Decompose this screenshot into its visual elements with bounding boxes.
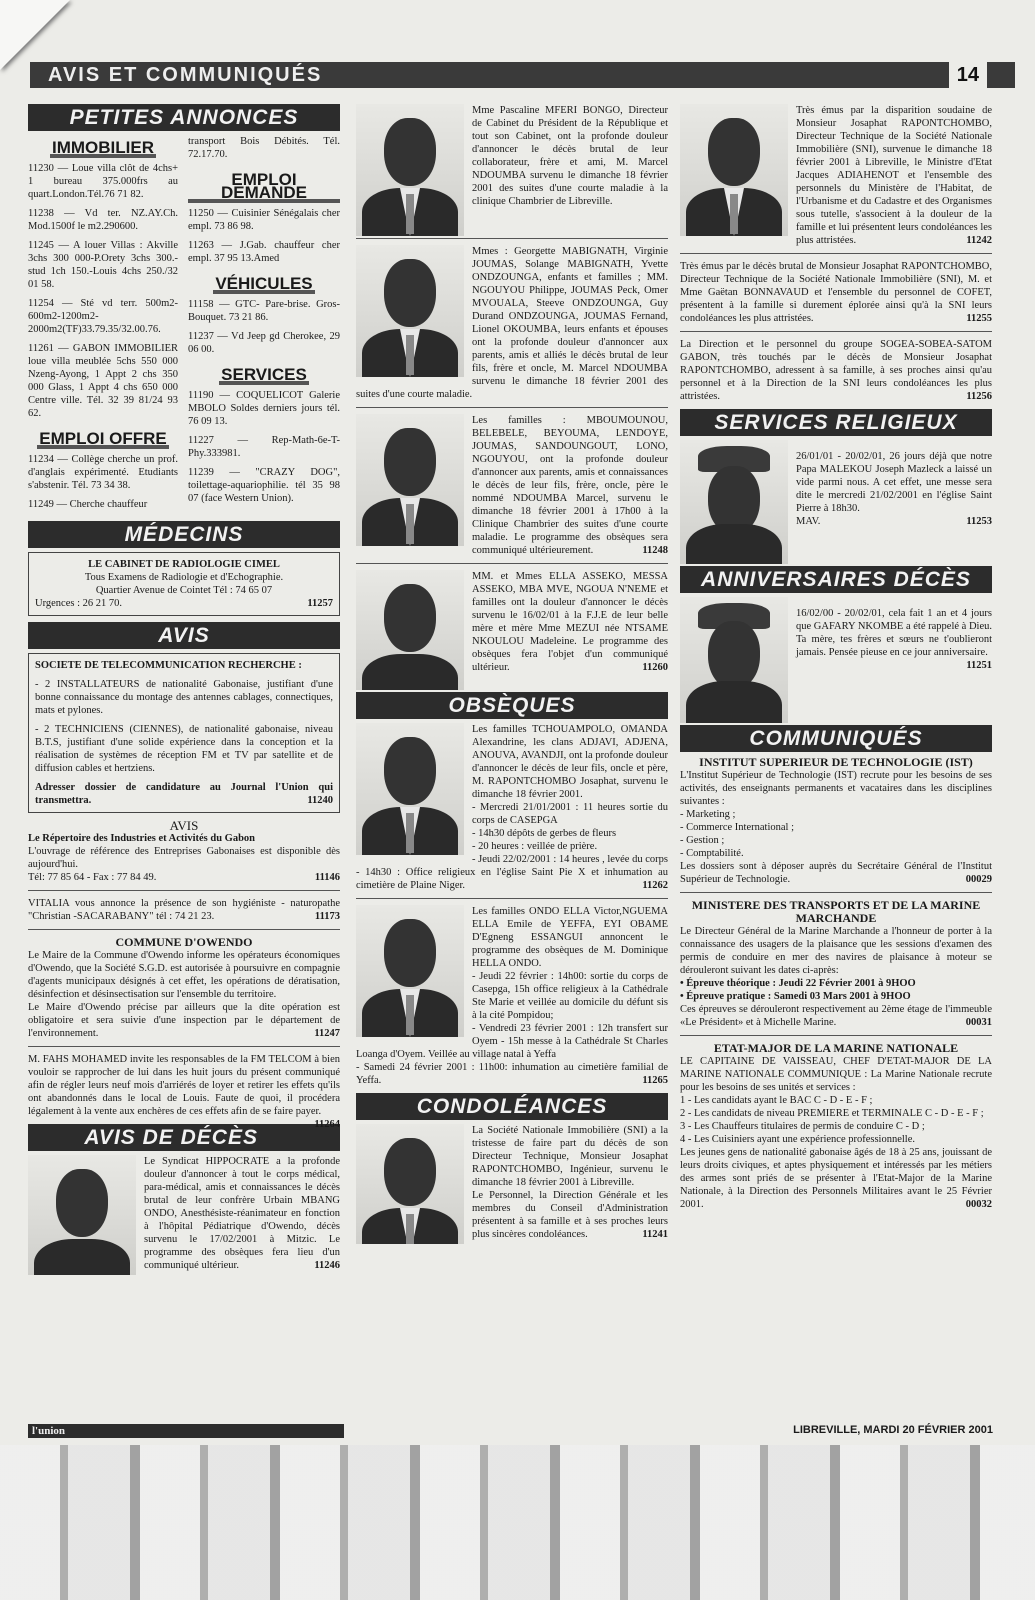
page-number: 14: [949, 62, 987, 88]
repertoire-title: Le Répertoire des Industries et Activités du Gabon: [28, 833, 256, 844]
portrait-photo: [356, 570, 464, 690]
portrait-photo: [356, 104, 464, 236]
portrait-photo: [680, 104, 788, 236]
heading-avis-de-deces: AVIS DE DÉCÈS: [28, 1124, 340, 1151]
death-notice: Les familles : MBOUMOUNOU, BELEBELE, BEYOUMA, LENDOYE, JOUMAS, SANDOUNGOUT, LONO, NGOUYOU, ont la profonde douleur d'annoncer aux parents, amis et connaissances le décès de leur fils, frère, oncle, père le nommé NDOUMBA Marcel, survenu le dimanche 18 février 2001 à 17h00 à la Clinique Chambrier des suites d'une courte maladie. Le programme des obsèques sera communiqué ultérieurement.: [472, 415, 668, 556]
avis-subtitle: AVIS: [169, 818, 199, 833]
marine-list-item: 3 - Les Chauffeurs titulaires de permis de conduire C - D ;: [680, 1121, 925, 1132]
classified-item: 11250 — Cuisinier Sénégalais cher empl. 73 86 98.: [188, 208, 340, 232]
classified-item: 11230 — Loue villa clôt de 4chs+ 1 bureau 375.000frs au quart.London.Tél.76 71 82.: [28, 163, 178, 200]
repertoire-text: L'ouvrage de référence des Entreprises Gabonaises est disponible dès aujourd'hui.: [28, 846, 340, 870]
heading-emploi-demande: EMPLOI DEMANDE: [188, 173, 340, 203]
service-notice: 26/01/01 - 20/02/01, 26 jours déjà que notre Papa MALEKOU Joseph Mazleck a laissé un vide parmi nous. A cet effet, une messe sera dite le mercredi 21/02/2001 en l'église Saint Pierre à 18h30.: [796, 451, 992, 514]
service-signature: MAV.: [796, 516, 821, 527]
column-1: [28, 100, 340, 1278]
page-footer: [28, 1424, 993, 1440]
classifieds-right: [188, 135, 340, 511]
cimel-urgences: Urgences : 26 21 70.: [35, 598, 122, 609]
classified-item: 11190 — COQUELICOT Galerie MBOLO Soldes derniers jours tél. 76 09 13.: [188, 390, 340, 427]
transport-bullet: • Épreuve pratique : Samedi 03 Mars 2001 à 9HOO: [680, 991, 911, 1002]
obseques-notice: Les familles ONDO ELLA Victor,NGUEMA ELLA Emile de YEFFA, EYI OBAME D'Egneng ESSANGUI annoncent le programme des obsèques de M. Dominique HELLA ONDO.: [472, 906, 668, 969]
obseques-line: - 14h30 : Office religieux en l'église Saint Pie X et inhumation au cimetière de Plaine Niger.: [356, 867, 668, 891]
heading-medecins: MÉDECINS: [28, 521, 340, 548]
fahs-notice: M. FAHS MOHAMED invite les responsables de la FM TELCOM à bien vouloir se rapprocher de lui dans les huit jours du présent communiqué afin de régler leurs neuf mois d'arriérés de loyer et retirer les effets qu'ils ont abandonnés dans le local de Louis. Faute de quoi, il procédera légalement à la vente aux enchères de ces effets afin de se faire payer.: [28, 1054, 340, 1117]
obseques-notice: Les familles TCHOUAMPOLO, OMANDA Alexandrine, les clans ADJAVI, ADJENA, ANOUVA, AVANDJI, ont la profonde douleur d'annoncer le décès de leur fils, oncle et père, M. RAPONTCHOMBO Josaphat, survenu le dimanche 18 février 2001.: [472, 724, 668, 800]
ref-number: 11241: [642, 1229, 668, 1240]
obseques-line: - 14h30 dépôts de gerbes de fleurs: [472, 828, 617, 839]
classified-item: 11254 — Sté vd terr. 500m2-600m2-1200m2-2000m2(TF)33.79.35/32.00.76.: [28, 298, 178, 335]
marine-list-item: 1 - Les candidats ayant le BAC C - D - E - F ;: [680, 1095, 873, 1106]
portrait-photo: [356, 905, 464, 1037]
obseques-line: - Mercredi 21/01/2001 : 11 heures sortie du corps de CASEPGA: [472, 802, 668, 826]
heading-petites-annonces: PETITES ANNONCES: [28, 104, 340, 131]
heading-communiques: COMMUNIQUÉS: [680, 725, 992, 752]
vitalia-ad: VITALIA vous annonce la présence de son hygiéniste - naturopathe "Christian -SACARABANY" tél : 74 21 23.: [28, 898, 340, 922]
heading-obseques: OBSÈQUES: [356, 692, 668, 719]
newspaper-logo: l'union: [28, 1424, 344, 1438]
ist-list-item: - Commerce International ;: [680, 822, 794, 833]
cimel-title: LE CABINET DE RADIOLOGIE CIMEL: [88, 559, 280, 570]
telecom-para: - 2 TECHNICIENS (CIENNES), de nationalité gabonaise, niveau B.T.S, justifiant d'une solide expérience dans la conception et la réalisation de systèmes de réception FM et TV par satellite et de diffusion cables et hertziens.: [35, 724, 333, 774]
classified-item: 11261 — GABON IMMOBILIER loue villa meublée 5chs 550 000 Nzeng-Ayong, 1 Appt 2 chs 350 000 Glass, 1 Appt 4 chs 650 000 Centre ville. Tél. 32 39 81/24 93 62.: [28, 343, 178, 419]
ref-number: 11146: [314, 872, 340, 883]
ref-number: 11260: [642, 662, 668, 673]
repertoire-tel: Tél: 77 85 64 - Fax : 77 84 49.: [28, 872, 157, 883]
hippocrate-notice: Le Syndicat HIPPOCRATE a la profonde douleur d'annoncer à tout le corps médical, para-médical, amis et connaissances le décès brutal de leur confrère Urbain MBANG ONDO, Anesthésiste-réanimateur en fonction à l'hôpital Pédiatrique d'Owendo, décès survenu le 17/02/2001 à Mitzic. Le programme des obsèques fera lieu d'un communiqué ultérieur.: [144, 1156, 340, 1271]
death-notice: Mme Pascaline MFERI BONGO, Directeur de Cabinet du Président de la République et tout son Cabinet, ont la profonde douleur d'annoncer le décès brutal de leur collaborateur, frère et ami, M. Marcel NDOUMBA survenu le dimanche 18 février 2001 des suites d'une courte maladie à la clinique Chambrier de Libreville.: [472, 105, 668, 207]
transport-text: Ces épreuves se dérouleront respectivement au 2ème étage de l'immeuble «Le Président» et à Michelle Marine.: [680, 1004, 992, 1028]
ist-list-item: - Comptabilité.: [680, 848, 744, 859]
telecom-contact: Adresser dossier de candidature au Journal l'Union qui transmettra.: [35, 782, 333, 806]
classified-item: 11249 — Cherche chauffeur: [28, 499, 148, 510]
ist-text: Les dossiers sont à déposer auprès du Secrétaire Général de l'Institut Supérieur de Technologie.: [680, 861, 992, 885]
issue-date: LIBREVILLE, MARDI 20 FÉVRIER 2001: [793, 1424, 993, 1436]
portrait-photo: [680, 597, 788, 723]
portrait-photo: [28, 1155, 136, 1275]
ref-number: 11247: [314, 1028, 340, 1039]
classified-item: 11245 — A louer Villas : Akville 3chs 300 000-P.Orety 3chs 300.-stud 1ch 150.-Louis 4chs 250./32 01 58.: [28, 240, 178, 290]
ref-number: 11246: [314, 1260, 340, 1271]
owendo-text: Le Maire d'Owendo précise par ailleurs que la dite opération est obligatoire et sera suivie d'une inspection par le département de l'environnement.: [28, 1002, 340, 1039]
ist-title: INSTITUT SUPERIEUR DE TECHNOLOGIE (IST): [699, 755, 973, 769]
section-title: AVIS ET COMMUNIQUÉS: [48, 64, 323, 86]
obseques-line: - Jeudi 22/02/2001 : 14 heures , levée du corps: [472, 854, 668, 865]
classifieds-left: [28, 135, 178, 517]
condoleance-notice: La Société Nationale Immobilière (SNI) a la tristesse de faire part du décès de son Directeur Technique, Monsieur Josaphat RAPONTCHOMBO, Ingénieur, survenu le dimanche 18 février 2001 à Libreville.: [472, 1125, 668, 1188]
obseques-line: - 20 heures : veillée de prière.: [472, 841, 598, 852]
heading-services-religieux: SERVICES RELIGIEUX: [680, 409, 992, 436]
heading-condoleances: CONDOLÉANCES: [356, 1093, 668, 1120]
ref-number: 11242: [966, 235, 992, 246]
ref-number: 11257: [307, 598, 333, 609]
ref-number: 11255: [966, 313, 992, 324]
transport-bullet: • Épreuve théorique : Jeudi 22 Février 2001 à 9HOO: [680, 978, 916, 989]
heading-immobilier: IMMOBILIER: [52, 138, 154, 157]
ist-list-item: - Marketing ;: [680, 809, 736, 820]
heading-services: SERVICES: [221, 365, 307, 384]
condoleance-notice: Le Personnel, la Direction Générale et les membres du Conseil d'Administration présentent à sa famille et à ses proches leurs plus sincères condoléances.: [472, 1190, 668, 1240]
condoleance-notice: Très émus par la disparition soudaine de Monsieur Josaphat RAPONTCHOMBO, Directeur Technique de la Société Nationale Immobilière (SNI), survenue le dimanche 18 février 2001 à Libreville, le Ministre d'Etat Jacques ADIAHENOT et l'ensemble des personnels du Ministère de l'Habitat, de l'Urbanisme et du Cadastre et des Organismes sous tutelle, s'associent à la douleur de la famille et lui présentent leurs condoléances les plus attristées.: [796, 105, 992, 246]
ref-number: 11248: [642, 545, 668, 556]
heading-anniversaires-deces: ANNIVERSAIRES DÉCÈS: [680, 566, 992, 593]
ref-number: 00032: [965, 1199, 992, 1210]
marine-list-item: 2 - Les candidats de niveau PREMIERE et TERMINALE C - D - E - F ;: [680, 1108, 984, 1119]
marine-text: LE CAPITAINE DE VAISSEAU, CHEF D'ETAT-MAJOR DE LA MARINE NATIONALE COMMUNIQUE : La Marine Nationale recrute pour les besoins de ses unités et services :: [680, 1056, 992, 1093]
ist-text: L'Institut Supérieur de Technologie (IST) recrute pour les besoins de ses activités, des enseignants permanents et vacataires dans les disciplines suivantes :: [680, 770, 992, 807]
heading-avis: AVIS: [28, 622, 340, 649]
ref-number: 11265: [642, 1075, 668, 1086]
transport-text: Le Directeur Général de la Marine Marchande a l'honneur de porter à la connaissance des usagers de la plaisance que les sessions d'examen des permis de conduire en mer des navires de plaisance à moteur se dérouleront suivant les dates ci-après:: [680, 926, 992, 976]
column-3: [680, 104, 992, 1217]
ref-number: 00029: [965, 874, 992, 885]
obseques-line: - Jeudi 22 février : 14h00: sortie du corps de Casepga, 15h office religieux à la Cathédrale Ste Marie et veillée au domicile du défunt sis à la cité Pompidou;: [472, 971, 668, 1021]
portrait-photo: [356, 245, 464, 377]
telecom-ad: [28, 653, 340, 813]
cimel-ad: [28, 552, 340, 616]
ref-number: 11251: [966, 660, 992, 671]
death-notice: Mmes : Georgette MABIGNATH, Virginie JOUMAS, Solange MABIGNATH, Yvette ONDZOUNGA, enfants et familles ; MM. NGOUYOU Philippe, JOUMAS Peck, Omer MVOUALA, Steeve ONDZOUNGA, Guy Durand ONDZOUNGA, JOUMAS Fernand, Lionel OKOUMBA, leurs enfants et épouses ont la profonde douleur d'annoncer aux parents, amis et alliés le décès brutal de leur fils, frère et oncle, M. Marcel NDOUMBA survenu le dimanche 18 février 2001 des suites d'une courte maladie.: [356, 246, 668, 400]
marine-text: Les jeunes gens de nationalité gabonaise âgés de 18 à 25 ans, jouissant de leurs droits civiques, et aptes physiquement et intéressés par les métiers des armes sont priés de se présenter à l'Etat-Major de la Marine Nationale, à la Direction des Personnels Militaires avant le 25 Février 2001.: [680, 1147, 992, 1210]
marine-title: ETAT-MAJOR DE LA MARINE NATIONALE: [713, 1041, 959, 1055]
owendo-title: COMMUNE D'OWENDO: [115, 935, 253, 949]
ref-number: 11173: [314, 911, 340, 922]
classified-item: 11238 — Vd ter. NZ.AY.Ch. Mod.1500f le m2.290600.: [28, 208, 178, 232]
obseques-line: - Vendredi 23 février 2001 : 12h transfert sur Oyem - 15h messe à la Cathédrale St Charles Loanga d'Oyem. Veillée au village natal à Yeffa: [356, 1023, 668, 1060]
ref-number: 11240: [307, 795, 333, 806]
portrait-photo: [356, 723, 464, 855]
classified-item: 11239 — "CRAZY DOG", toilettage-aquariophilie. tél 35 98 07 (face Western Union).: [188, 467, 340, 504]
death-notice: MM. et Mmes ELLA ASSEKO, MESSA ASSEKO, MBA MVE, NGOUA N'NEME et familles ont la douleur d'annoncer le décès survenu le 16/02/01 à la F.J.E de leur belle mère et mère Mme MEZUI née NTSAME NKOULOU Madeleine. Le programme des obsèques fera l'objet d'un communiqué ultérieur.: [472, 571, 668, 673]
heading-emploi-offre: EMPLOI OFFRE: [39, 429, 167, 448]
condoleance-notice: Très émus par le décès brutal de Monsieur Josaphat RAPONTCHOMBO, Directeur Technique de la Société Nationale Immobilière (SNI), M. et Mme Gaëtan BONNAVAUD et l'ensemble du personnel de COFET, présentent à la famille si durement éplorée ainsi qu'à la SNI leurs condoléances les plus attristées.: [680, 261, 992, 324]
telecom-para: - 2 INSTALLATEURS de nationalité Gabonaise, justifiant d'une bonne connaissance du montage des antennes cablages, connectiques, mats et pylones.: [35, 679, 333, 716]
section-header-band: [30, 62, 1015, 88]
obseques-line: - Samedi 24 février 2001 : 11h00: inhumation au cimetière familial de Yeffa.: [356, 1062, 668, 1086]
ref-number: 00031: [965, 1017, 992, 1028]
classified-item: 11227 — Rep-Math-6e-T-Phy.333981.: [188, 435, 340, 459]
classified-item: 11158 — GTC- Pare-brise. Gros-Bouquet. 73 21 86.: [188, 299, 340, 323]
cimel-line: Quartier Avenue de Cointet Tél : 74 65 07: [95, 585, 273, 596]
classified-item: 11263 — J.Gab. chauffeur cher empl. 37 95 13.Amed: [188, 240, 340, 264]
portrait-photo: [356, 1124, 464, 1244]
cimel-line: Tous Examens de Radiologie et d'Echographie.: [84, 572, 284, 583]
transport-title: MINISTERE DES TRANSPORTS ET DE LA MARINE MARCHANDE: [691, 898, 981, 925]
folded-corner: [0, 0, 70, 70]
condoleance-notice: La Direction et le personnel du groupe SOGEA-SOBEA-SATOM GABON, très touchés par le décès de Monsieur Josaphat RAPONTCHOMBO, adressent à sa famille, à ses proches ainsi qu'au personnel et à la Direction de la SNI leurs condoléances les plus attristées.: [680, 339, 992, 402]
classified-item: 11234 — Collège cherche un prof. d'anglais expérimenté. Etudiants s'abstenir. Tél. 73 34 38.: [28, 454, 178, 491]
ref-number: 11253: [966, 516, 992, 527]
classified-item: 11237 — Vd Jeep gd Cherokee, 29 06 00.: [188, 331, 340, 355]
column-2: [356, 104, 668, 1247]
marine-list-item: 4 - Les Cuisiniers ayant une expérience professionnelle.: [680, 1134, 916, 1145]
ist-list-item: - Gestion ;: [680, 835, 725, 846]
owendo-text: Le Maire de la Commune d'Owendo informe les opérateurs économiques d'Owendo, que la Société S.G.D. est autorisée à poursuivre en compagnie d'agents municipaux désignés à cet effet, les opérations de dératisation, désinfection et désinsectisation sur l'ensemble du territoire.: [28, 950, 340, 1000]
paper-shadow-area: [0, 1445, 1035, 1600]
ref-number: 11262: [642, 880, 668, 891]
telecom-title: SOCIETE DE TELECOMMUNICATION RECHERCHE :: [35, 660, 302, 671]
heading-vehicules: VÉHICULES: [215, 274, 313, 293]
ref-number: 11264: [314, 1119, 340, 1130]
anniversary-notice: 16/02/00 - 20/02/01, cela fait 1 an et 4 jours que GAFARY NKOMBE a été rappelé à Dieu. Ta mère, tes frères et sœurs ne t'oublieront jamais. Pensée pieuse en ce jour anniversaire.: [796, 608, 992, 658]
ref-number: 11256: [966, 391, 992, 402]
portrait-photo: [680, 440, 788, 564]
classified-item: transport Bois Débités. Tél. 72.17.70.: [188, 136, 340, 160]
portrait-photo: [356, 414, 464, 546]
